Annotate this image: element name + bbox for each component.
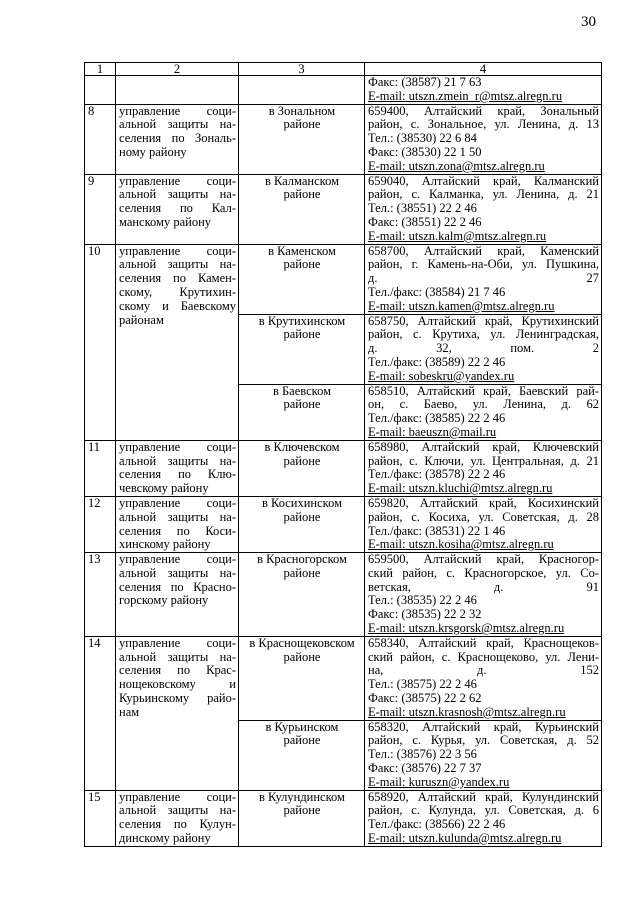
address-line: 658750, Алтайский край, Крутихинский: [368, 314, 599, 328]
district-line: районе: [283, 397, 321, 412]
continuation-row: [85, 76, 602, 105]
department-line: селения по Коси-: [119, 523, 236, 538]
address-line: 658980, Алтайский край, Ключевский: [368, 440, 599, 454]
address-cell: [365, 553, 602, 637]
address-line: район, с. Крутиха, ул. Ленинградская,: [368, 327, 599, 342]
department-line: нощековскому и: [119, 677, 236, 692]
row-number: 14: [85, 636, 116, 790]
district-line: в Ключевском: [264, 440, 340, 454]
district-line: в Зональном: [268, 104, 336, 118]
email-link[interactable]: E-mail: utszn.kluchi@mtsz.alregn.ru: [368, 481, 553, 496]
address-line: район, г. Камень-на-Оби, ул. Пушкина,: [368, 257, 599, 272]
department-line: ному району: [119, 144, 187, 159]
email-link[interactable]: E-mail: utszn.krasnosh@mtsz.alregn.ru: [368, 704, 566, 719]
district-cell: [239, 104, 365, 174]
row-number: 13: [85, 553, 116, 637]
department-line: селения по Клю-: [119, 467, 236, 482]
district-cell: [239, 636, 365, 720]
email-link[interactable]: E-mail: utszn.kalm@mtsz.alregn.ru: [368, 228, 547, 243]
department-cell: [116, 104, 239, 174]
column-number-2: 2: [116, 63, 239, 76]
department-line: чевскому району: [119, 481, 209, 496]
address-line: 659040, Алтайский край, Калманский: [368, 174, 599, 188]
table-row: [85, 244, 602, 314]
department-line: управление соци-: [119, 552, 236, 567]
address-cell: [365, 636, 602, 720]
table-row: [85, 636, 602, 720]
district-cell: [239, 244, 365, 314]
address-line: ветская, д. 91: [368, 579, 599, 594]
department-cell: [116, 174, 239, 244]
department-line: селения по Красно-: [119, 579, 236, 594]
address-cell: [365, 104, 602, 174]
address-line: 659820, Алтайский край, Косихинский: [368, 496, 599, 510]
address-cell: [365, 720, 602, 790]
department-line: альной защиты на-: [119, 565, 236, 580]
department-line: управление соци-: [119, 104, 236, 118]
department-line: альной защиты на-: [119, 803, 236, 818]
number-cell: [85, 76, 116, 105]
address-line: д. 32, пом. 2: [368, 341, 599, 356]
institutions-table: [84, 62, 602, 847]
department-line: альной защиты на-: [119, 649, 236, 664]
column-number-3: 3: [239, 63, 365, 76]
address-line: д. 27: [368, 271, 599, 286]
email-link[interactable]: E-mail: utszn.zona@mtsz.alregn.ru: [368, 158, 545, 173]
address-line: Тел.: (38575) 22 2 46: [368, 677, 477, 692]
district-line: в Кулундинском: [259, 790, 345, 804]
district-line: в Косихинском: [261, 496, 343, 510]
district-line: районе: [283, 733, 321, 748]
row-number: 9: [85, 174, 116, 244]
department-line: селения по Кулун-: [119, 817, 236, 832]
email-link[interactable]: E-mail: utszn.kulunda@mtsz.alregn.ru: [368, 831, 562, 846]
address-line: на, д. 152: [368, 663, 599, 678]
address-line: район, с. Ключи, ул. Центральная, д. 21: [368, 453, 599, 468]
address-line: 658700, Алтайский край, Каменский: [368, 244, 599, 258]
district-line: в Курьинском: [265, 720, 339, 734]
district-line: районе: [283, 803, 321, 818]
department-line: альной защиты на-: [119, 257, 236, 272]
department-line: управление соци-: [119, 496, 236, 510]
table-row: [85, 553, 602, 637]
district-cell: [239, 174, 365, 244]
address-line: Тел./факс: (38566) 22 2 46: [368, 817, 506, 832]
address-line: Тел./факс: (38531) 22 1 46: [368, 523, 506, 538]
department-line: районам: [119, 312, 164, 327]
row-number: 11: [85, 440, 116, 496]
table-row: [85, 496, 602, 552]
district-cell: [239, 76, 365, 105]
email-link[interactable]: E-mail: kuruszn@yandex.ru: [368, 774, 510, 789]
department-cell: [116, 496, 239, 552]
table-row: [85, 790, 602, 846]
department-line: горскому району: [119, 593, 209, 608]
department-line: селения по Крас-: [119, 663, 236, 678]
address-line: 658320, Алтайский край, Курьинский: [368, 720, 599, 734]
district-line: районе: [283, 327, 321, 342]
email-link[interactable]: E-mail: utszn.zmein_r@mtsz.alregn.ru: [368, 88, 563, 103]
address-line: Факс: (38551) 22 2 46: [368, 214, 482, 229]
address-line: ский район, с. Краснощеково, ул. Лени-: [368, 649, 599, 664]
address-cell: [365, 76, 602, 105]
department-line: манскому району: [119, 214, 212, 229]
table-row: [85, 174, 602, 244]
address-line: Тел.: (38551) 22 2 46: [368, 201, 477, 216]
department-line: нам: [119, 704, 140, 719]
column-number-row: [85, 63, 602, 76]
department-line: управление соци-: [119, 244, 236, 258]
row-number: 8: [85, 104, 116, 174]
district-line: в Краснощековском: [249, 636, 355, 650]
district-line: районе: [283, 509, 321, 524]
email-link[interactable]: E-mail: utszn.krsgorsk@mtsz.alregn.ru: [368, 621, 565, 636]
address-line: район, с. Калманка, ул. Ленина, д. 21: [368, 187, 599, 202]
email-link[interactable]: E-mail: utszn.kamen@mtsz.alregn.ru: [368, 298, 555, 313]
department-line: скому и Баевскому: [119, 298, 236, 313]
department-line: альной защиты на-: [119, 117, 236, 132]
department-line: селения по Камен-: [119, 271, 236, 286]
district-cell: [239, 384, 365, 440]
department-line: управление соци-: [119, 790, 236, 804]
address-line: Тел./факс: (38589) 22 2 46: [368, 354, 506, 369]
row-number: 15: [85, 790, 116, 846]
row-number: 10: [85, 244, 116, 440]
address-line: Тел./факс: (38578) 22 2 46: [368, 467, 506, 482]
address-cell: [365, 790, 602, 846]
address-cell: [365, 384, 602, 440]
address-line: Факс: (38530) 22 1 50: [368, 144, 482, 159]
department-line: альной защиты на-: [119, 453, 236, 468]
department-line: хинскому району: [119, 537, 211, 552]
district-line: в Каменском: [268, 244, 336, 258]
department-cell: [116, 244, 239, 440]
row-number: 12: [85, 496, 116, 552]
district-cell: [239, 314, 365, 384]
address-line: район, с. Косиха, ул. Советская, д. 28: [368, 509, 599, 524]
address-line: Факс: (38587) 21 7 63: [368, 75, 482, 89]
department-line: селения по Кал-: [119, 201, 236, 216]
district-cell: [239, 720, 365, 790]
department-line: динскому району: [119, 831, 211, 846]
district-cell: [239, 496, 365, 552]
table-body: [85, 63, 602, 847]
address-line: 658340, Алтайский край, Краснощеков-: [368, 636, 599, 650]
department-line: селения по Зональ-: [119, 131, 236, 146]
address-line: 658510, Алтайский край, Баевский рай-: [368, 384, 599, 398]
address-line: район, с. Курья, ул. Советская, д. 52: [368, 733, 599, 748]
district-line: районе: [283, 649, 321, 664]
address-line: Факс: (38575) 22 2 62: [368, 691, 482, 706]
address-cell: [365, 440, 602, 496]
address-line: Тел./факс: (38585) 22 2 46: [368, 411, 506, 426]
district-line: районе: [283, 453, 321, 468]
address-cell: [365, 314, 602, 384]
district-line: районе: [283, 565, 321, 580]
address-line: Факс: (38535) 22 2 32: [368, 607, 482, 622]
address-line: Факс: (38576) 22 7 37: [368, 761, 482, 776]
department-line: скому, Крутихин-: [119, 284, 236, 299]
address-line: Тел./факс: (38584) 21 7 46: [368, 284, 506, 299]
address-cell: [365, 174, 602, 244]
district-line: в Калманском: [264, 174, 340, 188]
address-cell: [365, 496, 602, 552]
department-cell: [116, 636, 239, 790]
table-row: [85, 440, 602, 496]
district-line: в Крутихинском: [258, 314, 346, 328]
department-cell: [116, 553, 239, 637]
page-number: 30: [581, 14, 596, 30]
address-line: район, с. Зональное, ул. Ленина, д. 13: [368, 117, 599, 132]
address-line: 659400, Алтайский край, Зональный: [368, 104, 599, 118]
department-line: управление соци-: [119, 440, 236, 454]
column-number-4: 4: [365, 63, 602, 76]
email-link[interactable]: E-mail: sobeskru@yandex.ru: [368, 368, 515, 383]
address-line: 658920, Алтайский край, Кулундинский: [368, 790, 599, 804]
table-row: [85, 104, 602, 174]
email-link[interactable]: E-mail: utszn.kosiha@mtsz.alregn.ru: [368, 537, 554, 552]
district-line: в Красногорском: [257, 552, 347, 567]
district-line: районе: [283, 117, 321, 132]
district-cell: [239, 440, 365, 496]
address-line: он, с. Баево, ул. Ленина, д. 62: [368, 397, 599, 412]
address-line: ский район, с. Красногорское, ул. Со-: [368, 565, 599, 580]
district-cell: [239, 553, 365, 637]
email-link[interactable]: E-mail: baeuszn@mail.ru: [368, 424, 497, 439]
district-line: районе: [283, 187, 321, 202]
address-line: Тел.: (38576) 22 3 56: [368, 747, 477, 762]
department-cell: [116, 790, 239, 846]
column-number-1: 1: [85, 63, 116, 76]
address-line: Тел.: (38535) 22 2 46: [368, 593, 477, 608]
department-line: альной защиты на-: [119, 187, 236, 202]
department-line: управление соци-: [119, 174, 236, 188]
district-cell: [239, 790, 365, 846]
address-line: Тел.: (38530) 22 6 84: [368, 131, 477, 146]
department-line: альной защиты на-: [119, 509, 236, 524]
department-cell: [116, 440, 239, 496]
district-line: районе: [283, 257, 321, 272]
address-line: 659500, Алтайский край, Красногор-: [368, 552, 599, 567]
district-line: в Баевском: [272, 384, 332, 398]
department-cell: [116, 76, 239, 105]
address-cell: [365, 244, 602, 314]
department-line: управление соци-: [119, 636, 236, 650]
address-line: район, с. Кулунда, ул. Советская, д. 6: [368, 803, 599, 818]
department-line: Курьинскому райо-: [119, 691, 236, 706]
